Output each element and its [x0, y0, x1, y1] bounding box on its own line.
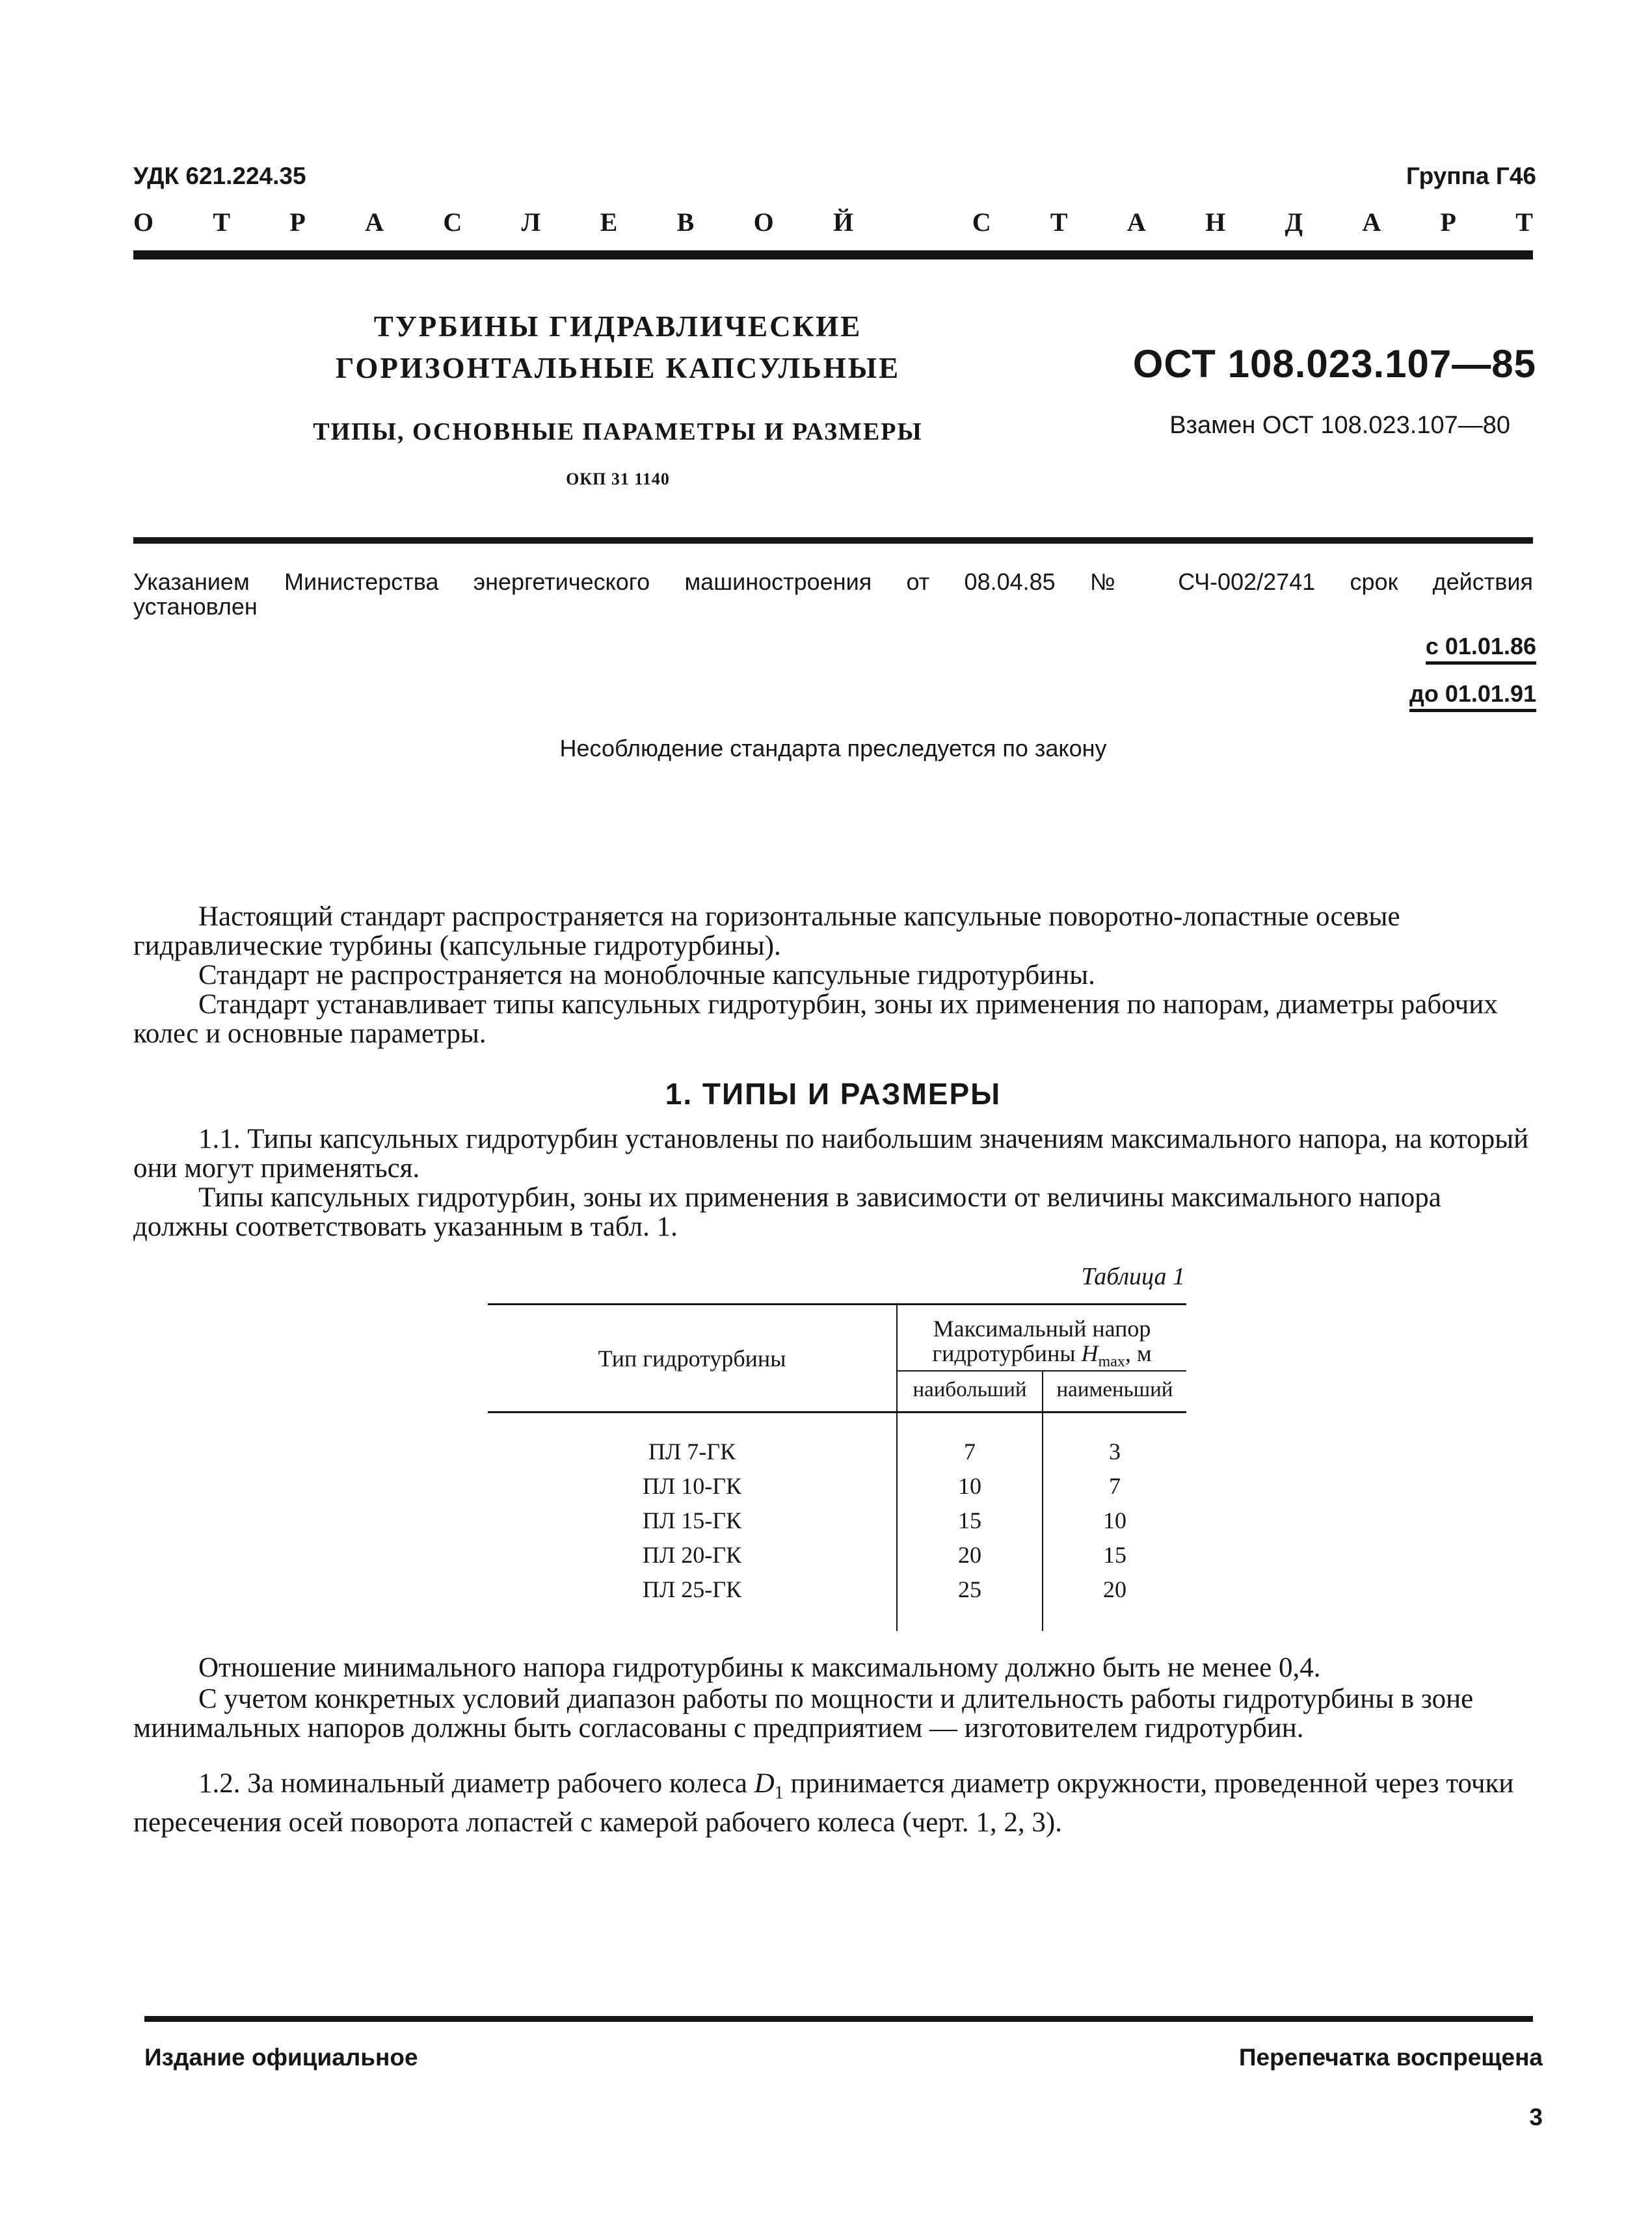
udk-code: УДК 621.224.35 — [133, 163, 306, 189]
table-cell-max: 10 — [958, 1473, 981, 1499]
banner-letter: Р — [1440, 207, 1456, 237]
banner-letter: О — [133, 207, 154, 237]
banner-letter: А — [1126, 207, 1146, 237]
page-number: 3 — [1529, 2104, 1543, 2130]
table-cell-max: 7 — [964, 1439, 976, 1465]
table-cell-max: 20 — [958, 1542, 981, 1568]
intro-paragraph-scope: Настоящий стандарт распространяется на горизонтальные капсульные поворотно-лопастные осевые гидравлические турбины (капсульные гидротурбины). — [133, 901, 1400, 961]
table-cell-type: ПЛ 25-ГК — [642, 1576, 742, 1602]
title-line-2: ГОРИЗОНТАЛЬНЫЕ КАПСУЛЬНЫЕ — [335, 352, 901, 384]
banner-letter: Й — [833, 207, 854, 237]
table-cell-min: 3 — [1109, 1439, 1121, 1465]
table-1 — [488, 1303, 1186, 1631]
diameter-symbol: D — [754, 1768, 775, 1799]
table-top-rule — [488, 1303, 1186, 1305]
diameter-subscript: 1 — [774, 1783, 784, 1803]
banner-letter: Р — [289, 207, 306, 237]
table-cell-max: 15 — [958, 1507, 981, 1533]
table-cell-min: 15 — [1103, 1542, 1126, 1568]
clause-1-1: 1.1. Типы капсульных гидротурбин установлены по наибольшим значениям максимального напора, на который они могут применяться. — [133, 1124, 1529, 1184]
table-header-rule — [488, 1411, 1186, 1413]
okp-code: ОКП 31 1140 — [566, 470, 670, 488]
banner-letter: Т — [1050, 207, 1068, 237]
head-symbol: H — [1081, 1340, 1099, 1366]
edition-note: Издание официальное — [144, 2044, 418, 2071]
title-divider — [133, 537, 1533, 544]
valid-to-date: до 01.01.91 — [1409, 680, 1536, 712]
banner-letter: Т — [1515, 207, 1533, 237]
ratio-note: Отношение минимального напора гидротурбины к максимальному должно быть не менее 0,4. — [198, 1652, 1321, 1683]
banner-letter: С — [443, 207, 462, 237]
clause-1-1-table-ref: Типы капсульных гидротурбин, зоны их применения в зависимости от величины максимального напора должны соответствовать указанным в табл. 1. — [133, 1182, 1441, 1242]
table-cell-min: 7 — [1109, 1473, 1121, 1499]
standard-type-banner — [133, 207, 1533, 239]
banner-letter: Л — [521, 207, 541, 237]
table-cell-type: ПЛ 7-ГК — [648, 1439, 736, 1465]
table-cell-max: 25 — [958, 1576, 981, 1602]
banner-letter: А — [1362, 207, 1381, 237]
table-header-head — [898, 1316, 1186, 1374]
head-subscript: max — [1098, 1353, 1125, 1371]
clause-1-2 — [133, 1769, 1533, 1837]
header-divider — [133, 250, 1533, 259]
table-cell-type: ПЛ 10-ГК — [642, 1473, 742, 1499]
banner-letter: О — [753, 207, 774, 237]
banner-letter: А — [365, 207, 384, 237]
group-code: Группа Г46 — [1406, 163, 1536, 189]
directive-text: Указанием Министерства энергетического машиностроения от 08.04.85 № СЧ-002/2741 срок действия — [133, 568, 1533, 595]
banner-letter: Д — [1285, 207, 1303, 237]
section-heading: 1. ТИПЫ И РАЗМЕРЫ — [665, 1077, 1002, 1111]
banner-letter: Т — [213, 207, 231, 237]
banner-letter: Н — [1205, 207, 1226, 237]
table-caption: Таблица 1 — [1081, 1263, 1185, 1290]
standard-designation: ОСТ 108.023.107—85 — [1132, 342, 1536, 386]
head-unit: , м — [1125, 1340, 1152, 1366]
footer-divider — [144, 2016, 1533, 2022]
title-line-1: ТУРБИНЫ ГИДРАВЛИЧЕСКИЕ — [373, 310, 862, 343]
table-cell-type: ПЛ 15-ГК — [642, 1507, 742, 1533]
table-cell-min: 20 — [1103, 1576, 1126, 1602]
directive-text-cont: установлен — [133, 593, 258, 620]
valid-from-date: с 01.01.86 — [1426, 633, 1536, 665]
replaces-note: Взамен ОСТ 108.023.107—80 — [1169, 412, 1510, 439]
legal-warning: Несоблюдение стандарта преследуется по закону — [559, 735, 1107, 762]
agreement-note: С учетом конкретных условий диапазон работы по мощности и длительность работы гидротурбины в зоне минимальных напоров должны быть согласованы с предприятием — изготовителем гидротурбин. — [133, 1684, 1474, 1744]
table-header-head-line1: Максимальный напор — [933, 1316, 1151, 1342]
intro-paragraph-exclusion: Стандарт не распространяется на моноблочные капсульные гидротурбины. — [198, 960, 1095, 990]
banner-letter: С — [972, 207, 991, 237]
table-cell-min: 10 — [1103, 1507, 1126, 1533]
table-header-max: наибольший — [913, 1378, 1027, 1401]
clause-1-2-text-b: принимается диаметр окружности, проведенной через точки пересечения осей поворота лопастей с камерой рабочего колеса (черт. 1, 2, 3). — [133, 1768, 1514, 1838]
table-header-head-line2: гидротурбины — [932, 1340, 1082, 1366]
reprint-note: Перепечатка воспрещена — [1238, 2044, 1543, 2071]
table-header-min: наименьший — [1056, 1378, 1173, 1401]
banner-letter: В — [676, 207, 695, 237]
subtitle: ТИПЫ, ОСНОВНЫЕ ПАРАМЕТРЫ И РАЗМЕРЫ — [313, 418, 923, 445]
intro-paragraph-purpose: Стандарт устанавливает типы капсульных гидротурбин, зоны их применения по напорам, диаметры рабочих колес и основные параметры. — [133, 989, 1498, 1049]
clause-1-2-text-a: 1.2. За номинальный диаметр рабочего колеса — [198, 1768, 754, 1799]
banner-letter: Е — [600, 207, 618, 237]
table-cell-type: ПЛ 20-ГК — [642, 1542, 742, 1568]
table-header-type: Тип гидротурбины — [598, 1346, 786, 1372]
